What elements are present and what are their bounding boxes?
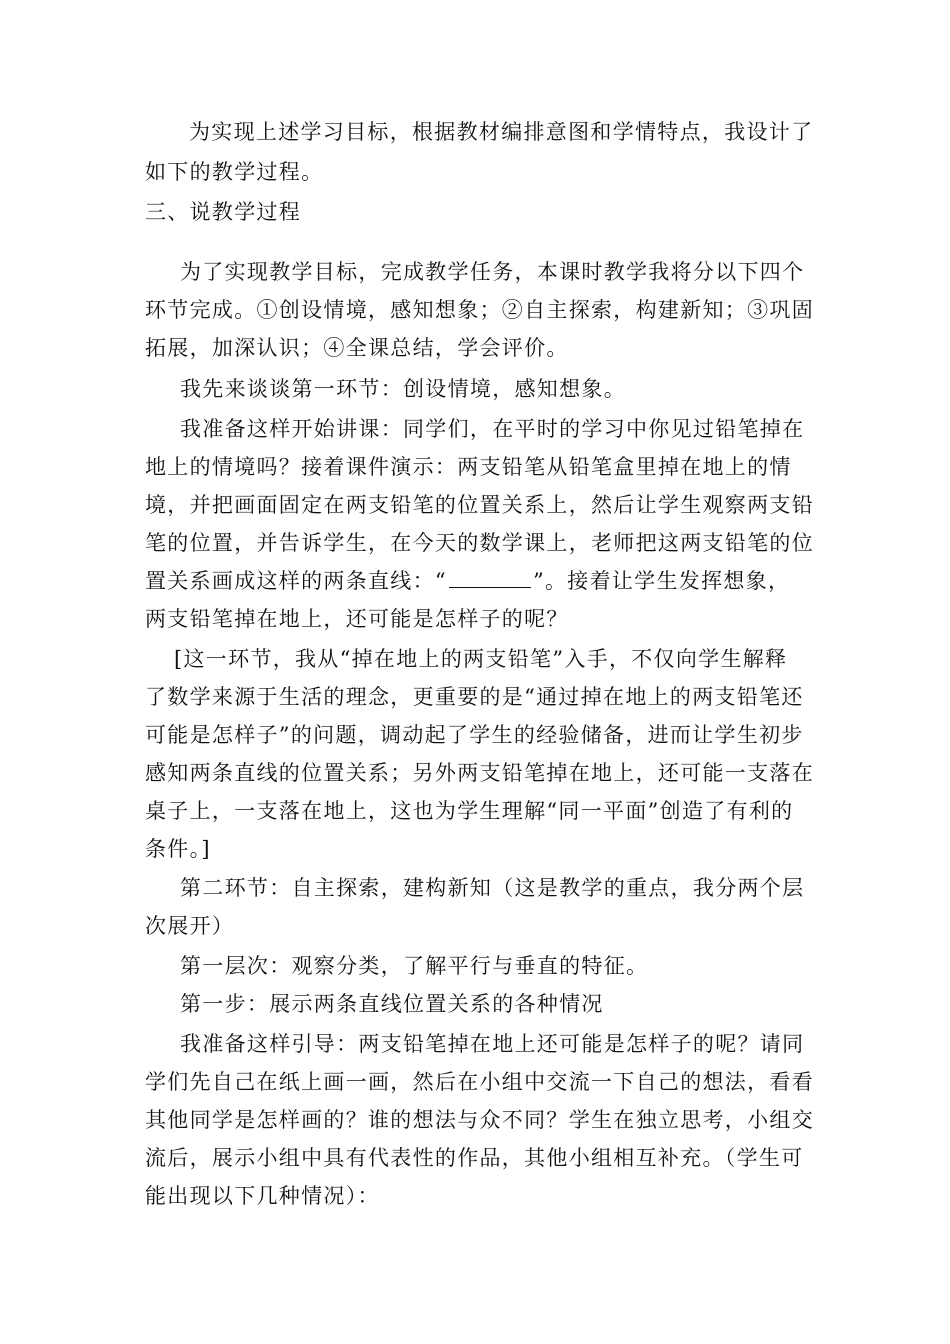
paragraph-line: 第二环节：自主探索，建构新知（这是教学的重点，我分两个层: [180, 876, 805, 900]
paragraph-line: 笔的位置，并告诉学生，在今天的数学课上，老师把这两支铅笔的位: [145, 531, 814, 555]
blank-line-after: ”。接着让学生发挥想象，: [532, 569, 791, 593]
paragraph-line: 为了实现教学目标，完成教学任务，本课时教学我将分以下四个: [180, 260, 805, 284]
paragraph-line: 可能是怎样子”的问题，调动起了学生的经验储备，进而让学生初步: [145, 723, 804, 747]
paragraph-line: 桌子上，一支落在地上，这也为学生理解“同一平面”创造了有利的: [145, 799, 794, 823]
section-heading: 三、说教学过程: [145, 200, 302, 224]
paragraph-line: 地上的情境吗？接着课件演示：两支铅笔从铅笔盒里掉在地上的情: [145, 455, 792, 479]
paragraph-line: 为实现上述学习目标，根据教材编排意图和学情特点，我设计了: [189, 120, 814, 144]
paragraph-line: 能出现以下几种情况）：: [145, 1184, 380, 1208]
paragraph-line: 学们先自己在纸上画一画，然后在小组中交流一下自己的想法，看看: [145, 1070, 814, 1094]
paragraph-line: 境，并把画面固定在两支铅笔的位置关系上，然后让学生观察两支铅: [145, 493, 814, 517]
paragraph-line: 我准备这样开始讲课：同学们，在平时的学习中你见过铅笔掉在: [180, 417, 805, 441]
paragraph-line: [这一环节，我从“掉在地上的两支铅笔”入手，不仅向学生解释: [174, 647, 788, 671]
blank-line-before: 置关系画成这样的两条直线：“: [145, 569, 447, 593]
paragraph-line: 两支铅笔掉在地上，还可能是怎样子的呢？: [145, 607, 569, 631]
paragraph-line: 其他同学是怎样画的？谁的想法与众不同？学生在独立思考，小组交: [145, 1108, 814, 1132]
blank-underline: [449, 586, 531, 588]
paragraph-line: 第一步：展示两条直线位置关系的各种情况: [180, 992, 604, 1016]
paragraph-line-with-blank: [145, 567, 813, 595]
paragraph-line: 了数学来源于生活的理念，更重要的是“通过掉在地上的两支铅笔还: [145, 685, 804, 709]
paragraph-line: 感知两条直线的位置关系；另外两支铅笔掉在地上，还可能一支落在: [145, 761, 814, 785]
paragraph-line: 拓展，加深认识；④全课总结，学会评价。: [145, 336, 569, 360]
paragraph-line: 次展开）: [145, 914, 235, 938]
paragraph-line: 第一层次：观察分类，了解平行与垂直的特征。: [180, 954, 649, 978]
paragraph-line: 我准备这样引导：两支铅笔掉在地上还可能是怎样子的呢？请同: [180, 1032, 805, 1056]
paragraph-line: 我先来谈谈第一环节：创设情境，感知想象。: [180, 377, 626, 401]
paragraph-line: 流后，展示小组中具有代表性的作品，其他小组相互补充。（学生可: [145, 1146, 804, 1170]
paragraph-line: 条件。]: [145, 837, 211, 861]
paragraph-line: 环节完成。①创设情境，感知想象；②自主探索，构建新知；③巩固: [145, 298, 814, 322]
paragraph-line: 如下的教学过程。: [145, 160, 324, 184]
